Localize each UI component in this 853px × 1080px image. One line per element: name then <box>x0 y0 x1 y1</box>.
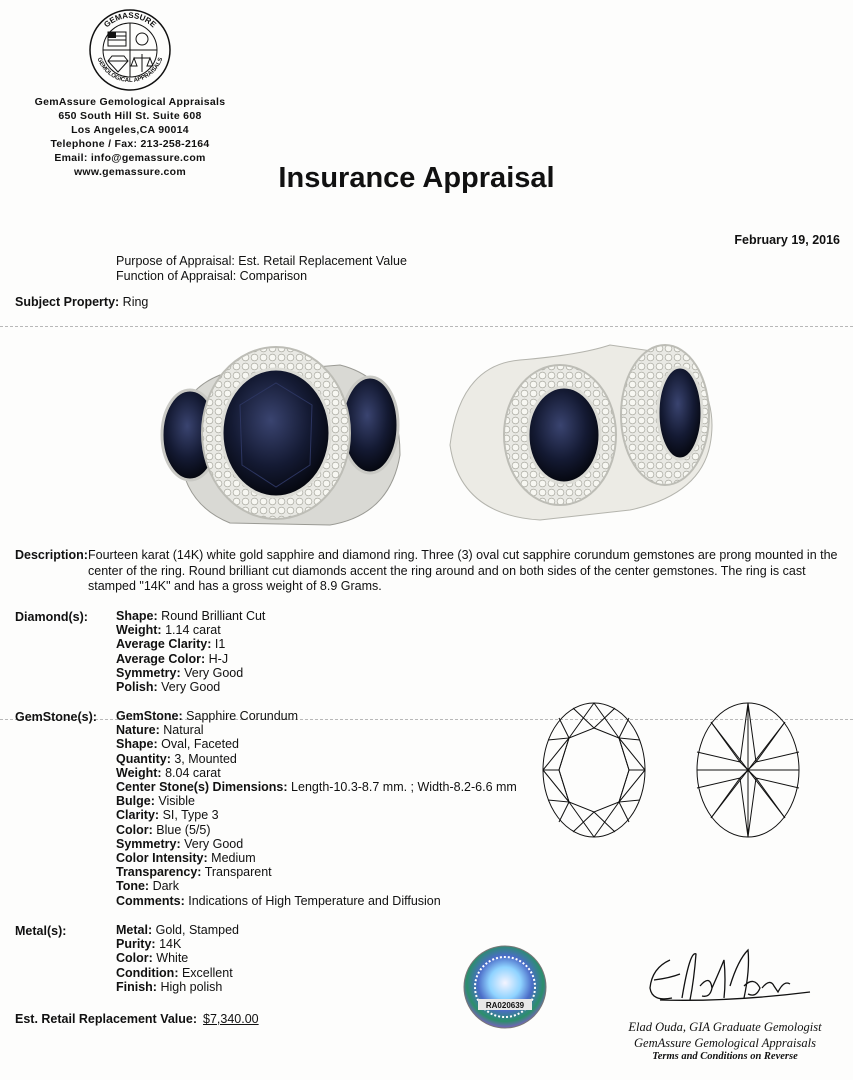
description-label: Description: <box>15 548 88 562</box>
signature-scribble: Elad Ouda <box>740 1011 750 1013</box>
metals-details <box>116 923 239 994</box>
subject-label: Subject Property: <box>15 295 120 309</box>
gem-transparency: Transparency: Transparent <box>116 865 272 880</box>
est-value <box>15 1012 259 1026</box>
purpose-section <box>116 254 407 284</box>
signer-org: GemAssure Gemological Appraisals <box>634 1036 816 1050</box>
company-address-2: Los Angeles,CA 90014 <box>71 124 189 136</box>
terms-link[interactable]: Terms and Conditions on Reverse <box>652 1051 798 1062</box>
diamond-polish: Polish: Very Good <box>116 680 221 695</box>
gem-tone: Tone: Dark <box>116 879 179 894</box>
gem-bulge: Bulge: Visible <box>116 794 195 809</box>
gem-color-intensity: Color Intensity: Medium <box>116 851 256 866</box>
purpose-of-appraisal: Purpose of Appraisal: Est. Retail Replacement Value <box>116 254 407 268</box>
diamond-weight: Weight: 1.14 carat <box>116 623 221 638</box>
company-phone: Telephone / Fax: 213-258-2164 <box>50 138 210 150</box>
document-title: Insurance Appraisal <box>278 162 555 194</box>
metals-label: Metal(s): <box>15 924 67 938</box>
diamond-clarity: Average Clarity: I1 <box>116 637 226 652</box>
gem-quantity: Quantity: 3, Mounted <box>116 751 237 766</box>
diamonds-label: Diamond(s): <box>15 610 88 624</box>
diamond-symmetry: Symmetry: Very Good <box>116 665 244 680</box>
handwritten-signature <box>640 940 830 1015</box>
oval-pavilion-diagram <box>694 700 802 840</box>
gem-comments: Comments: Indications of High Temperature and Diffusion <box>116 893 441 908</box>
gem-type: GemStone: Sapphire Corundum <box>116 709 299 723</box>
subject-property <box>15 295 148 309</box>
est-value-label: Est. Retail Replacement Value: <box>15 1012 198 1026</box>
seal-code: RA020639 <box>485 1001 525 1010</box>
metal-color: Color: White <box>116 951 189 966</box>
function-of-appraisal: Function of Appraisal: Comparison <box>116 269 308 283</box>
gem-dimensions: Center Stone(s) Dimensions: Length-10.3-8.7 mm. ; Width-8.2-6.6 mm <box>116 780 517 795</box>
metal-finish: Finish: High polish <box>116 979 223 994</box>
appraisal-date: February 19, 2016 <box>734 233 840 247</box>
gemstones-details <box>116 709 517 908</box>
subject-value: Ring <box>122 295 149 309</box>
diamonds-details <box>116 609 265 694</box>
signer-name: Elad Ouda, GIA Graduate Gemologist <box>628 1020 822 1034</box>
gem-color: Color: Blue (5/5) <box>116 822 211 837</box>
company-name: GemAssure Gemological Appraisals <box>34 96 226 108</box>
gemstones-label: GemStone(s): <box>15 710 97 724</box>
signer-block <box>610 1019 840 1051</box>
gem-weight: Weight: 8.04 carat <box>116 765 221 780</box>
ring-photo <box>160 335 720 535</box>
company-address-1: 650 South Hill St. Suite 608 <box>58 110 202 122</box>
oval-crown-diagram <box>540 700 648 840</box>
hologram-seal <box>462 944 548 1030</box>
gem-nature: Nature: Natural <box>116 723 204 738</box>
description-text: Fourteen karat (14K) white gold sapphire and diamond ring. Three (3) oval cut sapphire corundum gemstones are prong mounted in the center of the ring. Round brilliant cut diamonds accent the ring around and on both sides of the center gemstones. The ring is cast stamped "14K" and has a gross weight of 8.9 Grams. <box>88 548 838 593</box>
logo-ring-text: GEMASSURE <box>102 10 158 30</box>
logo-ring-text-bottom: GEMOLOGICAL APPRAISALS <box>95 56 165 85</box>
divider-top <box>0 326 853 327</box>
diamond-color: Average Color: H-J <box>116 651 229 666</box>
gem-shape: Shape: Oval, Faceted <box>116 737 239 752</box>
gem-symmetry: Symmetry: Very Good <box>116 836 244 851</box>
gemassure-logo <box>88 8 172 92</box>
est-value-amount: $7,340.00 <box>203 1012 259 1026</box>
gem-clarity: Clarity: SI, Type 3 <box>116 808 219 823</box>
metal-purity: Purity: 14K <box>116 937 182 952</box>
diamond-shape: Shape: Round Brilliant Cut <box>116 609 266 623</box>
company-website: www.gemassure.com <box>73 166 187 178</box>
metal-type: Metal: Gold, Stamped <box>116 923 239 937</box>
company-email: Email: info@gemassure.com <box>54 152 206 164</box>
metal-condition: Condition: Excellent <box>116 965 233 980</box>
